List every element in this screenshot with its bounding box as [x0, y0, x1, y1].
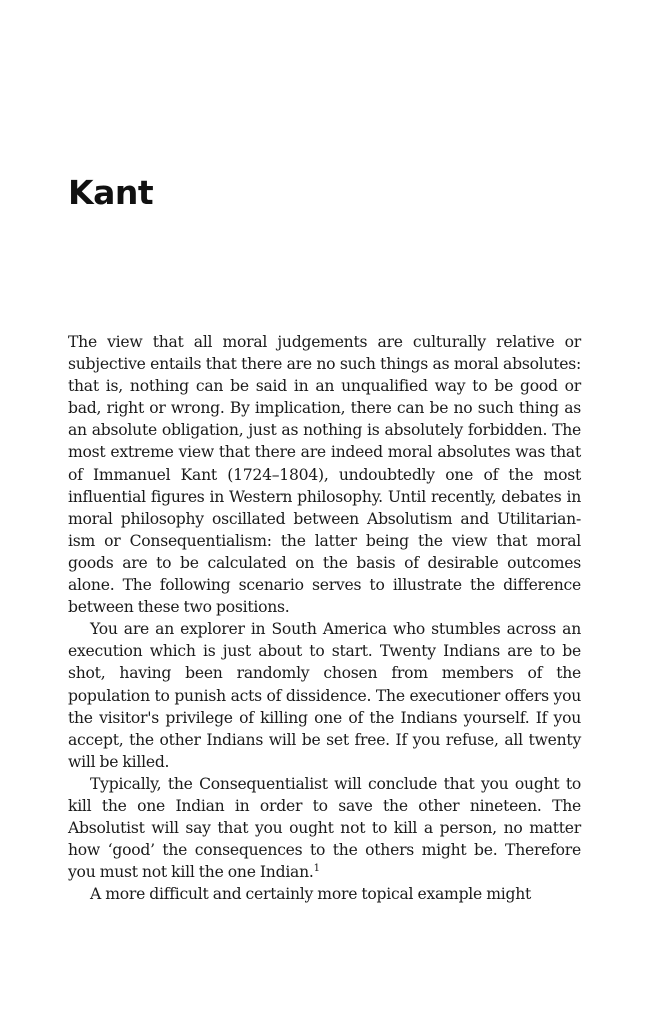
paragraph-intro: The view that all moral judgements are culturally relative or subjective entails that there are no such things as moral absolutes: that is, nothing can be said in an unqualified way to be good or bad, right or wrong. By implication, there can be no such thing as an absolute obligation, just as nothing is absolutely forbidden. The most extreme view that there are indeed moral absolutes was that of Immanuel Kant (1724–1804), undoubtedly one of the most influential figures in Western philosophy. Until recently, debates in moral philosophy oscillated between Absolutism and Utilitarian-ism or Consequentialism: the latter being the view that moral goods are to be calculated on the basis of desirable outcomes alone. The following scenario serves to illustrate the difference between these two positions. — [68, 333, 581, 617]
paragraph-consequentialist — [68, 773, 581, 883]
footnote-reference[interactable]: 1 — [313, 863, 320, 875]
paragraph-consequentialist-text: Typically, the Consequentialist will conclude that you ought to kill the one Indian in order to save the other nineteen. The Absolutist will say that you ought not to kill a person, no matter how ‘good’ the consequences to the others might be. Therefore you must not kill the one Indian. — [68, 774, 581, 882]
paragraph-topical-example: A more difficult and certainly more topical example might — [90, 885, 532, 904]
chapter-title: Kant — [68, 173, 154, 212]
paragraph-scenario: You are an explorer in South America who stumbles across an execution which is just about to start. Twenty Indians are to be shot, having been randomly chosen from members of the population to punish acts of dissidence. The executioner offers you the visitor's privilege of killing one of the Indians yourself. If you accept, the other Indians will be set free. If you refuse, all twenty will be killed. — [68, 620, 581, 771]
chapter-body — [68, 331, 581, 905]
